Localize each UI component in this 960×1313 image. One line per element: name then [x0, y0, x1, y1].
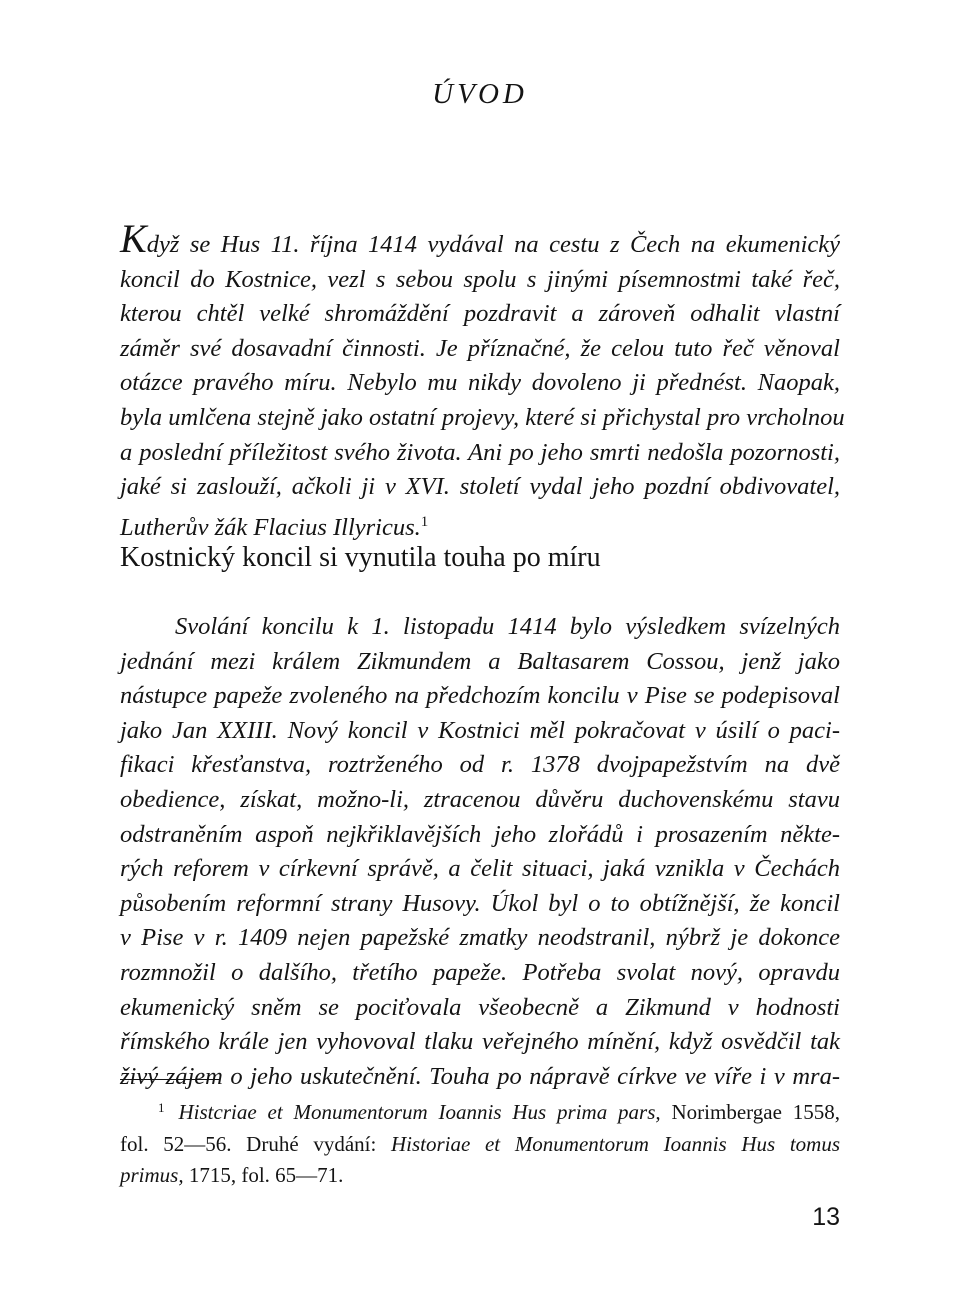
paragraph-line: a poslední příležitost svého života. Ani po jeho smrti nedošla pozornosti,: [120, 438, 840, 466]
footnote-divider: [120, 1079, 220, 1080]
paragraph-line: záměr své dosavadní činnosti. Je příznačné, že celou tuto řeč věnoval: [120, 334, 840, 362]
line-text: dyž se Hus 11. října 1414 vydával na cestu z Čech na ekumenický: [146, 231, 840, 258]
paragraph-line: ekumenický sněm se pociťovala všeobecně a Zikmund v hodnosti: [120, 993, 840, 1021]
intro-paragraph: [120, 216, 845, 545]
paragraph-line: jaké si zaslouží, ačkoli ji v XVI. století vydal jeho pozdní obdivovatel,: [120, 473, 840, 501]
footnote-line: [120, 1129, 840, 1161]
line-text: Lutherův žák Flacius Illyricus.: [120, 513, 421, 541]
paragraph-line: obedience, získat, možno-li, ztracenou důvěru duchovenskému stavu: [120, 785, 840, 813]
footnote-text: Norimbergae 1558,: [660, 1100, 841, 1124]
paragraph-line: živý zájem o jeho uskutečnění. Touha po nápravě církve ve víře i v mra-: [120, 1062, 840, 1090]
paragraph-line: Svolání koncilu k 1. listopadu 1414 bylo výsledkem svízelných: [175, 613, 840, 640]
body-paragraph: [120, 610, 840, 1094]
footnote-mark: 1: [158, 1100, 165, 1115]
footnote-text: fol. 52—56. Druhé vydání:: [120, 1131, 391, 1156]
section-heading: Kostnický koncil si vynutila touha po míru: [120, 542, 601, 573]
footnote-title: Histcriae et Monumentorum Ioannis Hus prima pars,: [178, 1100, 661, 1124]
paragraph-line: jako Jan XXIII. Nový koncil v Kostnici měl pokračovat v úsilí o paci-: [120, 716, 840, 744]
footnote-line: [120, 1092, 840, 1129]
footnote: [120, 1092, 840, 1192]
paragraph-line: odstraněním aspoň nejkřiklavějších jeho zlořádů i prosazením někte-: [120, 820, 840, 848]
paragraph-line: jednání mezi králem Zikmundem a Baltasarem Cossou, jenž jako: [120, 647, 840, 675]
paragraph-line: otázce pravého míru. Nebylo mu nikdy dovoleno ji přednést. Naopak,: [120, 369, 840, 397]
paragraph-line: působením reformní strany Husovy. Úkol byl o to obtížnější, že koncil: [120, 889, 840, 917]
paragraph-line: fikaci křesťanstva, roztrženého od r. 1378 dvojpapežstvím na dvě: [120, 751, 840, 779]
paragraph-line: v Pise v r. 1409 nejen papežské zmatky neodstranil, nýbrž je dokonce: [120, 924, 840, 952]
paragraph-line: koncil do Kostnice, vezl s sebou spolu s jinými písemnostmi také řeč,: [120, 265, 840, 293]
footnote-reference: 1: [420, 513, 429, 530]
footnote-title: primus,: [120, 1163, 184, 1187]
page-title: ÚVOD: [432, 78, 528, 110]
paragraph-line: [120, 505, 840, 546]
footnote-title: Historiae et Monumentorum Ioannis Hus tomus: [390, 1131, 840, 1156]
paragraph-line: [120, 216, 840, 263]
drop-cap: K: [120, 216, 147, 261]
paragraph-line: římského krále jen vyhovoval tlaku veřejného mínění, když osvědčil tak: [120, 1028, 840, 1056]
paragraph-line: rozmnožil o dalšího, třetího papeže. Potřeba svolat nový, opravdu: [120, 958, 840, 986]
footnote-line: [120, 1160, 840, 1192]
page-number: 13: [812, 1203, 840, 1231]
paragraph-line: kterou chtěl velké shromáždění pozdravit a zároveň odhalit vlastní: [120, 300, 840, 328]
paragraph-line: byla umlčena stejně jako ostatní projevy, které si přichystal pro vrcholnou: [120, 403, 845, 431]
footnote-text: 1715, fol. 65—71.: [183, 1163, 344, 1187]
paragraph-line: rých reforem v církevní správě, a čelit situaci, jaká vznikla v Čechách: [120, 855, 840, 883]
paragraph-line: nástupce papeže zvoleného na předchozím koncilu v Pise se podepisoval: [120, 682, 840, 710]
